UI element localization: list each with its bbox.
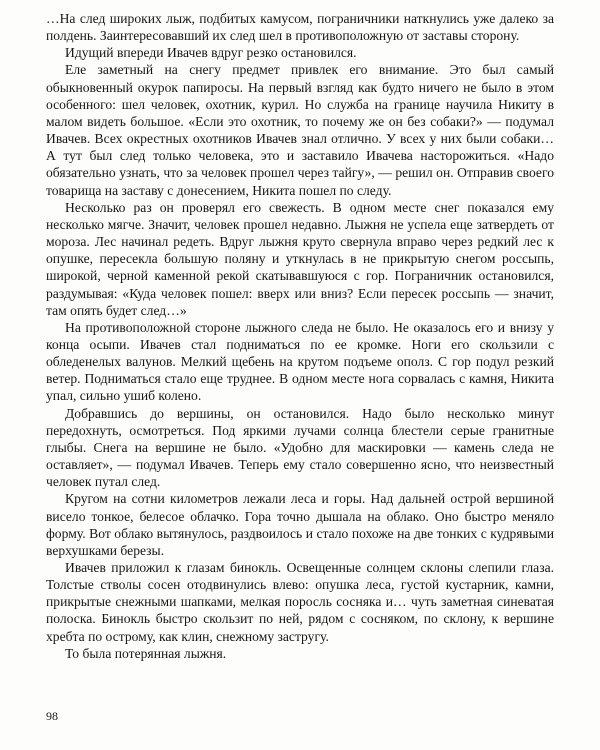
paragraph: На противоположной стороне лыжного следа не было. Не оказалось его и внизу у конца осыпи. Ивачев стал подниматься по ее кромке. Ноги его скользили с обледенелых валунов. Мелкий щебень на крутом подъеме ополз. С гор подул резкий ветер. Подниматься стало еще труднее. В одном месте нога сорвалась с камня, Никита упал, сильно ушиб колено. — [46, 319, 554, 404]
paragraph: То была потерянная лыжня. — [65, 645, 227, 661]
paragraph: Несколько раз он проверял его свежесть. В одном месте снег показался ему несколько мягче. Значит, человек прошел недавно. Лыжня не успела еще затвердеть от мороза. Лес начинал редеть. Вдруг лыжня круто свернула вправо через редкий лес к опушке, пересекла большую поляну и уткнулась в не прикрытую снегом россыпь, широкой, черной каменной рекой скатывавшуюся с гор. Пограничник остановился, раздумывая: «Куда человек пошел: вверх или вниз? Если пересек россыпь — значит, там опять будет след…» — [46, 199, 554, 318]
paragraph: Еле заметный на снегу предмет привлек его внимание. Это был самый обыкновенный окурок папиросы. На первый взгляд как будто ничего не было в этом особенного: шел человек, охотник, курил. Но служба на границе научила Никиту в малом видеть большое. «Если это охотник, то почему же он без собаки?» — подумал Ивачев. Всех окрестных охотников Ивачев знал отлично. У всех у них были собаки… А тут был след только человека, это и заставило Ивачева насторожиться. «Надо обязательно узнать, что за человек прошел через тайгу», — решил он. Отправив своего товарища на заставу с донесением, Никита пошел по следу. — [46, 62, 554, 198]
page-number: 98 — [46, 709, 58, 723]
body-text — [46, 10, 554, 662]
paragraph: …На след широких лыж, подбитых камусом, пограничники наткнулись уже далеко за полдень. Заинтересовавший их след шел в противоположную от заставы сторону. — [46, 11, 554, 44]
paragraph: Идущий впереди Ивачев вдруг резко остановился. — [65, 45, 357, 61]
paragraph: Добравшись до вершины, он остановился. Надо было несколько минут передохнуть, осмотреться. Под яркими лучами солнца блестели серые гранитные глыбы. Снега на вершине не было. «Удобно для маскировки — камень следа не оставляет», — подумал Ивачев. Теперь ему стало совершенно ясно, что неизвестный человек путал след. — [46, 405, 554, 490]
paragraph: Кругом на сотни километров лежали леса и горы. Над дальней острой вершиной висело тонкое, белесое облачко. Гора точно дышала на облако. Оно быстро меняло форму. Вот облако вытянулось, раздвоилось и стало похоже на две тонких с кудрявыми верхушками березы. — [46, 491, 554, 558]
paragraph: Ивачев приложил к глазам бинокль. Освещенные солнцем склоны слепили глаза. Толстые стволы сосен отодвинулись влево: опушка леса, густой кустарник, камни, прикрытые снежными шапками, мелкая поросль сосняка и… чуть заметная синеватая полоска. Бинокль быстро скользит по ней, рядом с сосняком, по склону, к вершине хребта по острому, как клин, снежному застругу. — [46, 560, 554, 644]
